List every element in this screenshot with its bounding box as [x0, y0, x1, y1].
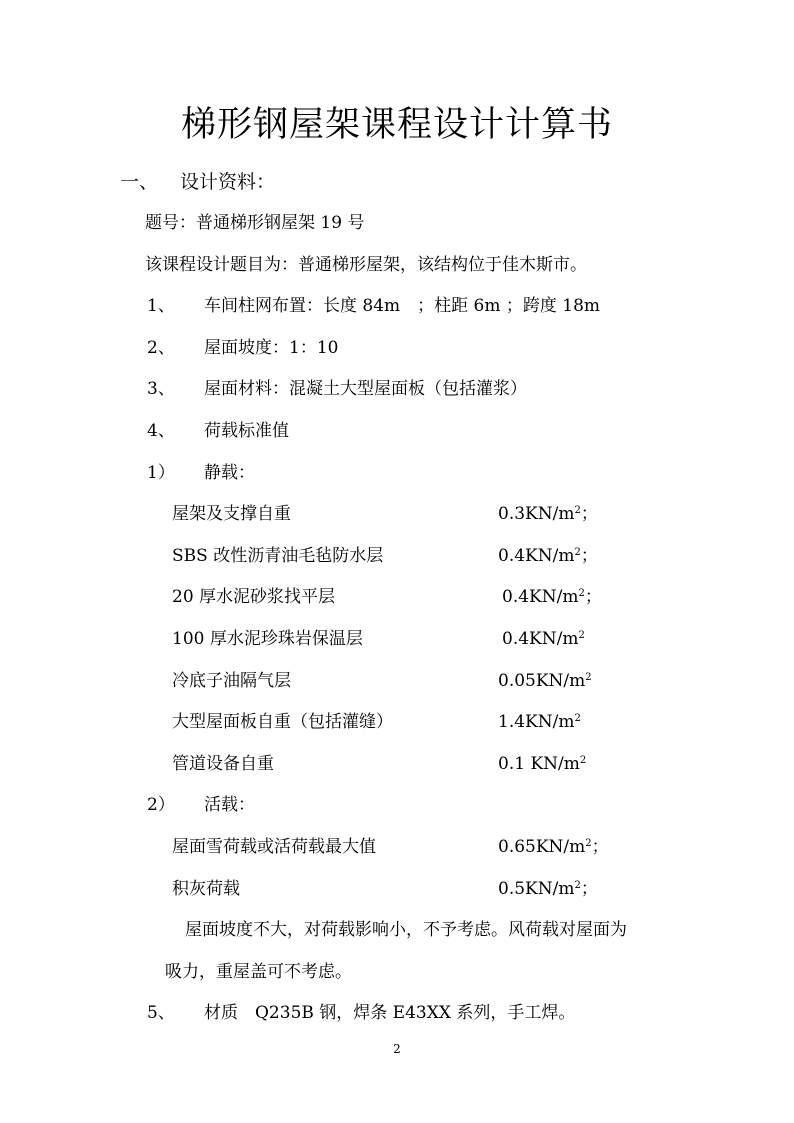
item-text: 屋面材料：混凝土大型屋面板（包括灌浆）: [204, 379, 527, 399]
live-load-heading: [147, 792, 255, 818]
subitem-number: 1）: [147, 463, 175, 483]
load-value: $0.4KN/m^2$: [502, 629, 585, 649]
item-1: [147, 293, 600, 319]
load-value: $0.3KN/m^2$；: [498, 504, 598, 524]
document-title: 梯形钢屋架课程设计计算书: [180, 105, 613, 145]
item-2: [147, 335, 338, 361]
section-heading-design-data: [120, 168, 275, 196]
item-text: 荷载标准值: [204, 421, 289, 441]
load-name: SBS 改性沥青油毛毡防水层: [172, 546, 384, 566]
load-value: 0.1 $KN/m^2$: [498, 754, 587, 774]
load-name: 管道设备自重: [172, 754, 274, 774]
item-text: 屋面坡度：1：10: [204, 338, 339, 358]
item-number: 1、: [147, 296, 175, 316]
item-number: 3、: [147, 379, 175, 399]
subitem-number: 2）: [147, 795, 175, 815]
load-value: $0.4KN/m^2$；: [498, 546, 598, 566]
item-5: [147, 1000, 575, 1026]
item-text: 材质 Q235B 钢，焊条 E43XX 系列，手工焊。: [204, 1003, 576, 1023]
topic-line: 题号：普通梯形钢屋架 19 号: [145, 213, 365, 233]
page-number: 2: [393, 1042, 401, 1056]
intro-line: 该课程设计题目为：普通梯形屋架，该结构位于佳木斯市。: [145, 255, 587, 275]
item-4: [147, 418, 289, 444]
subitem-label: 静载：: [204, 463, 255, 483]
load-value: $0.05KN/m^2$: [498, 671, 592, 691]
load-value: $0.4KN/m^2$；: [502, 587, 602, 607]
load-value: $0.5KN/m^2$；: [498, 879, 598, 899]
load-name: 屋面雪荷载或活荷载最大值: [172, 837, 376, 857]
load-name: 100 厚水泥珍珠岩保温层: [172, 629, 363, 649]
subitem-label: 活载：: [204, 795, 255, 815]
load-name: 积灰荷载: [172, 879, 240, 899]
note-paragraph-line-2: 吸力，重屋盖可不考虑。: [165, 962, 352, 982]
section-number: 一、: [120, 171, 159, 193]
note-paragraph-line-1: 屋面坡度不大，对荷载影响小，不予考虑。风荷载对屋面为: [185, 920, 627, 940]
load-value: $1.4KN/m^2$: [498, 712, 581, 732]
load-name: 冷底子油隔气层: [172, 671, 291, 691]
section-label: 设计资料：: [180, 171, 276, 193]
load-name: 大型屋面板自重（包括灌缝）: [172, 712, 393, 732]
load-name: 屋架及支撑自重: [172, 504, 291, 524]
load-value: $0.65KN/m^2$；: [498, 837, 609, 857]
item-number: 5、: [147, 1003, 175, 1023]
item-3: [147, 376, 527, 402]
dead-load-heading: [147, 460, 255, 486]
load-name: 20 厚水泥砂浆找平层: [172, 587, 336, 607]
item-text: 车间柱网布置：长度 84m ；柱距 6m ；跨度 18m: [204, 296, 601, 316]
item-number: 2、: [147, 338, 175, 358]
item-number: 4、: [147, 421, 175, 441]
